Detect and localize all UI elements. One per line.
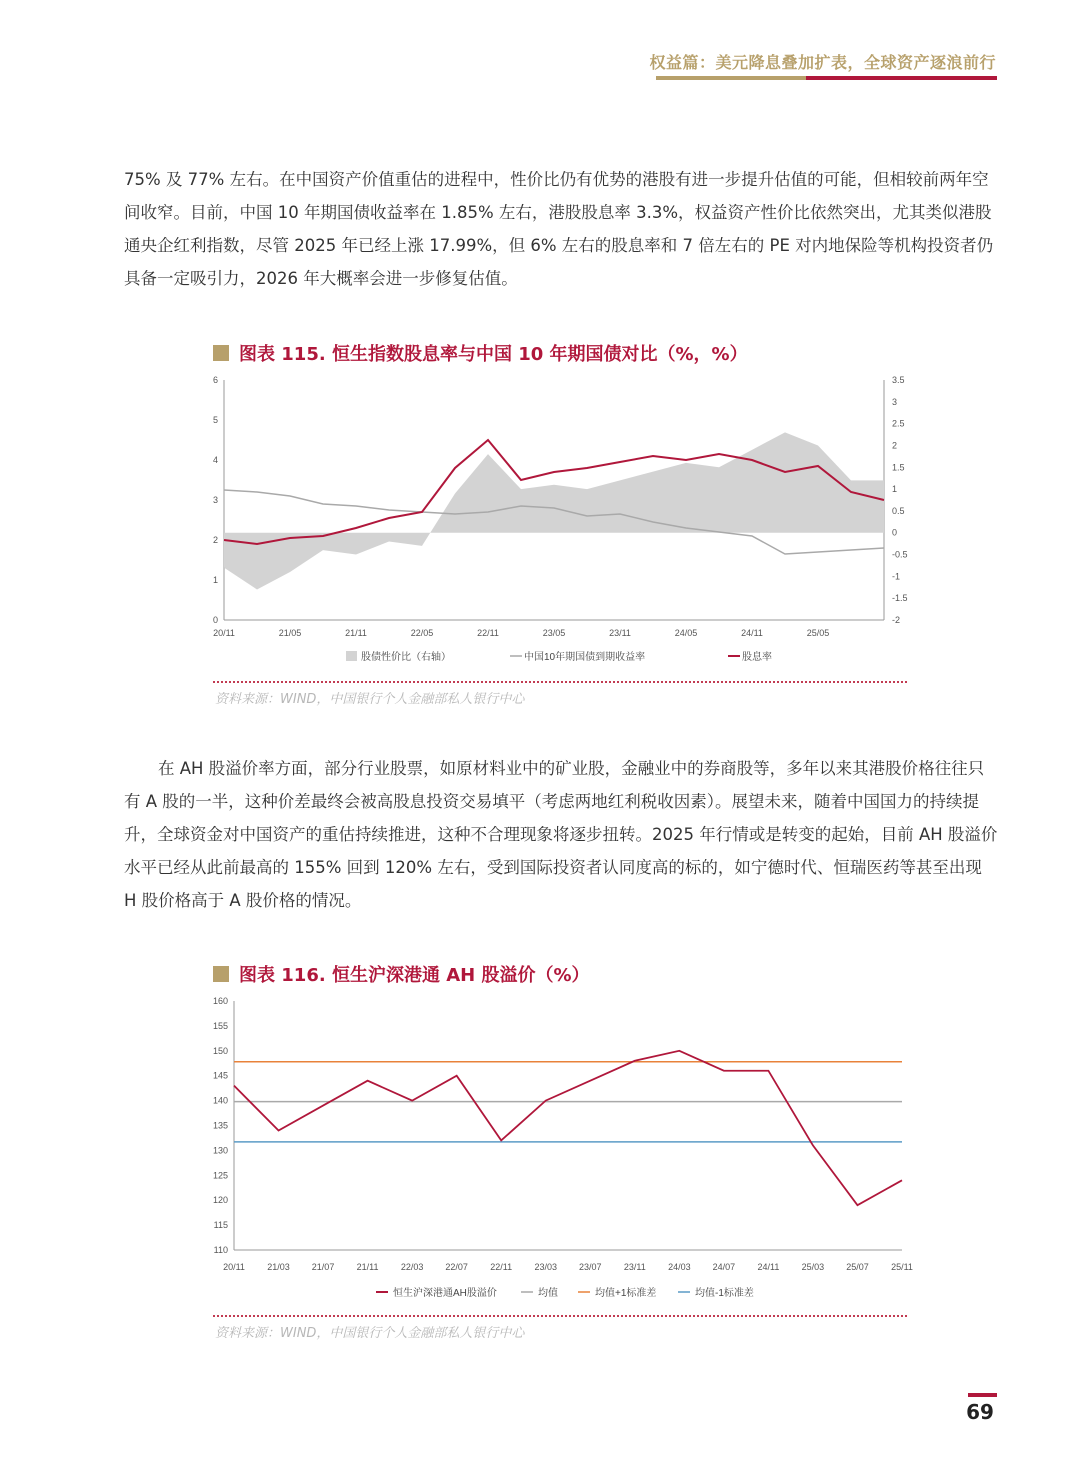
- x-tick: 21/05: [278, 628, 302, 638]
- figure-116-title: [213, 961, 590, 987]
- x-tick: 24/11: [741, 628, 763, 638]
- x-tick: 24/03: [668, 1262, 691, 1272]
- chart-116: [213, 996, 913, 1299]
- y-tick-left: 5: [212, 415, 218, 425]
- y-tick: 120: [212, 1195, 228, 1206]
- y-tick-left: 1: [212, 575, 218, 585]
- x-tick: 21/11: [345, 628, 367, 638]
- y-tick-left: 4: [212, 455, 218, 465]
- y-tick-right: 3: [892, 396, 898, 407]
- x-tick: 22/11: [490, 1262, 513, 1272]
- y-tick-right: 2: [892, 440, 898, 451]
- x-tick: 25/11: [891, 1262, 913, 1272]
- source-divider-115: [213, 681, 907, 683]
- paragraph-2: 在 AH 股溢价率方面，部分行业股票，如原材料业中的矿业股，金融业中的券商股等，多年以来其港股价格往往只有 A 股的一半，这种价差最终会被高股息投资交易填平（考虑两地红利税收因素）。展望未来，随着中国国力的持续提升，全球资金对中国资产的重估持续推进，这种不合理现象将逐步扭转。2025 年行情或是转变的起始，目前 AH 股溢价水平已经从此前最高的 155% 回到 120% 左右，受到国际投资者认同度高的标的，如宁德时代、恒瑞医药等甚至出现 H 股价格高于 A 股价格的情况。: [124, 759, 998, 910]
- y-tick-left: 2: [212, 535, 218, 545]
- x-tick: 21/03: [267, 1262, 290, 1272]
- figure-115-title-text: 图表 115. 恒生指数股息率与中国 10 年期国债对比（%，%）: [239, 344, 748, 365]
- legend-label-bond: 中国10年期国债到期收益率: [524, 652, 646, 663]
- x-tick: 21/11: [356, 1262, 379, 1272]
- y-tick: 115: [213, 1220, 228, 1231]
- y-tick-right: -2: [892, 615, 901, 625]
- legend-label-area: 股债性价比（右轴）: [361, 652, 451, 663]
- y-tick: 125: [212, 1170, 228, 1181]
- x-tick: 25/05: [806, 628, 830, 638]
- y-tick: 110: [213, 1245, 228, 1255]
- series-ah-premium-line: [234, 1051, 902, 1205]
- source-divider-116: [213, 1315, 907, 1317]
- x-tick: 23/11: [623, 1262, 646, 1272]
- legend-label-1: 均值: [538, 1288, 558, 1299]
- y-tick-right: -1: [892, 571, 901, 582]
- x-tick: 23/07: [579, 1262, 602, 1272]
- x-tick: 24/05: [674, 628, 698, 638]
- y-tick: 155: [212, 1020, 228, 1031]
- y-tick: 140: [212, 1095, 228, 1106]
- x-tick: 23/11: [609, 628, 631, 638]
- legend-label-3: 均值-1标准差: [695, 1288, 754, 1299]
- chart-115: [213, 375, 908, 663]
- y-tick-left: 6: [212, 375, 218, 385]
- header-title: 权益篇：美元降息叠加扩表，全球资产逐浪前行: [649, 53, 996, 72]
- series-stock-bond-ratio-area: [224, 432, 884, 589]
- y-tick: 135: [212, 1120, 228, 1131]
- figure-115-source: 资料来源：WIND，中国银行个人金融部私人银行中心: [215, 692, 525, 707]
- figure-116-source: 资料来源：WIND，中国银行个人金融部私人银行中心: [215, 1326, 525, 1341]
- y-tick-right: 2.5: [892, 418, 905, 429]
- y-tick: 160: [212, 996, 228, 1006]
- x-tick: 23/05: [542, 628, 566, 638]
- figure-116-title-text: 图表 116. 恒生沪深港通 AH 股溢价（%）: [239, 965, 590, 986]
- x-tick: 21/07: [311, 1262, 335, 1272]
- x-tick: 25/07: [846, 1262, 869, 1272]
- y-tick: 150: [212, 1045, 228, 1056]
- page-number: 69: [966, 1400, 994, 1424]
- paragraph-1: 75% 及 77% 左右。在中国资产价值重估的进程中，性价比仍有优势的港股有进一步提升估值的可能，但相较前两年空间收窄。目前，中国 10 年期国债收益率在 1.85% 左右，港股股息率 3.3%，权益资产性价比依然突出，尤其类似港股通央企红利指数，尽管 2025 年已经上涨 17.99%，但 6% 左右的股息率和 7 倍左右的 PE 对内地保险等机构投资者仍具备一定吸引力，2026 年大概率会进一步修复估值。: [124, 170, 994, 288]
- x-tick: 22/03: [400, 1262, 424, 1272]
- y-tick-right: 1: [892, 484, 898, 495]
- x-tick: 20/11: [223, 1262, 245, 1272]
- x-tick: 22/05: [410, 628, 434, 638]
- title-square-icon: [213, 966, 229, 982]
- y-tick-left: 3: [212, 495, 218, 505]
- y-tick-right: 0.5: [892, 505, 905, 516]
- x-tick: 22/11: [477, 628, 499, 638]
- y-tick: 130: [212, 1145, 228, 1156]
- legend-label-dividend: 股息率: [742, 652, 772, 663]
- x-tick: 23/03: [534, 1262, 557, 1272]
- page-number-rule: [968, 1393, 997, 1397]
- y-tick: 145: [212, 1070, 228, 1081]
- y-tick-right: 1.5: [892, 462, 905, 473]
- y-tick-right: -0.5: [892, 549, 908, 560]
- legend-swatch-area: [346, 651, 357, 661]
- x-tick: 20/11: [213, 628, 235, 638]
- y-tick-right: 3.5: [892, 375, 905, 385]
- y-tick-right: 0: [892, 527, 898, 538]
- legend-label-0: 恒生沪深港通AH股溢价: [393, 1288, 497, 1299]
- x-tick: 24/11: [757, 1262, 780, 1272]
- x-tick: 25/03: [801, 1262, 825, 1272]
- x-tick: 22/07: [445, 1262, 468, 1272]
- x-tick: 24/07: [712, 1262, 736, 1272]
- legend-label-2: 均值+1标准差: [595, 1288, 657, 1299]
- y-tick-left: 0: [212, 615, 218, 625]
- y-tick-right: -1.5: [892, 593, 908, 604]
